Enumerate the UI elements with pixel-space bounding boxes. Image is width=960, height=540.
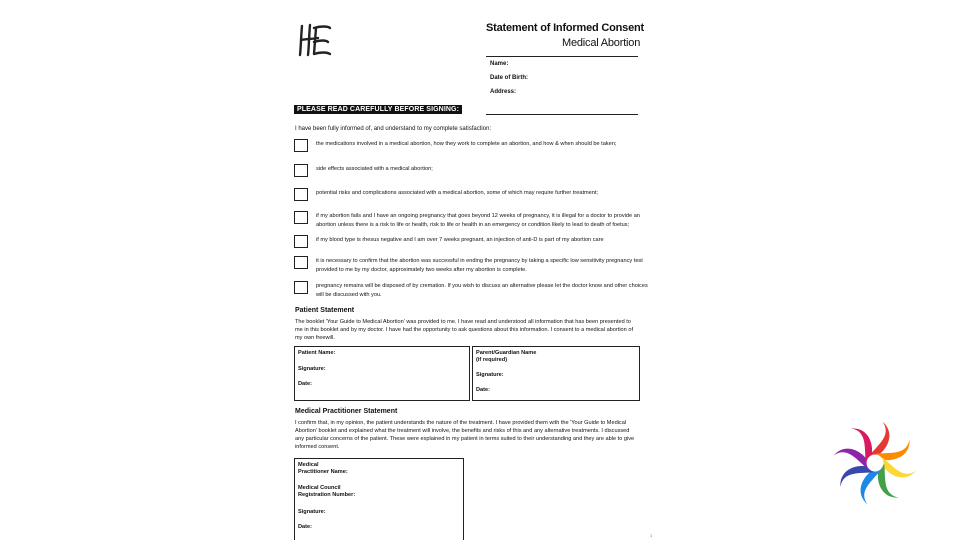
checklist-text: pregnancy remains will be disposed of by cremation. If you wish to discuss an alternative please let the doctor know and other choices will be discussed with you. [316, 283, 648, 298]
checklist-text: it is necessary to confirm that the abortion was successful in ending the pregnancy by taking a specific low sensitivity pregnancy test provided to me by my doctor, approximately two weeks after my abortion is complete. [316, 258, 643, 273]
dob-field-label: Date of Birth: [490, 75, 528, 81]
practitioner-date-label: Date: [298, 524, 312, 530]
patient-signature-label: Signature: [298, 366, 326, 372]
practitioner-statement-heading: Medical Practitioner Statement [295, 408, 398, 415]
form-subtitle: Medical Abortion [562, 37, 641, 49]
practitioner-statement-text: I confirm that, in my opinion, the patient understands the nature of the treatment. I have provided them with the 'Your Guide to Medical Abortion' booklet and explained what the treatment will involve, the benefits and risks of this and any alternative treatments. I discussed any particular concerns of the patient. These were explained in my patient in terms suited to their understanding and they are able to give informed consent. [295, 420, 635, 450]
consent-checkbox[interactable] [294, 256, 308, 269]
practitioner-name-label-2: Practitioner Name: [298, 469, 348, 475]
intro-text: I have been fully informed of, and understand to my complete satisfaction: [295, 126, 492, 132]
address-divider [486, 114, 638, 115]
consent-checkbox[interactable] [294, 164, 308, 177]
registration-label-1: Medical Council [298, 485, 341, 491]
consent-checkbox[interactable] [294, 235, 308, 248]
page-marker: 1 [650, 533, 653, 538]
guardian-signature-label: Signature: [476, 372, 504, 378]
address-field-label: Address: [490, 89, 517, 95]
guardian-name-label: Parent/Guardian Name [476, 350, 537, 356]
flower-petal [861, 469, 881, 505]
consent-checkbox[interactable] [294, 281, 308, 294]
consent-checkbox[interactable] [294, 139, 308, 152]
consent-checkbox[interactable] [294, 188, 308, 201]
checklist-text: if my abortion fails and I have an ongoing pregnancy that goes beyond 12 weeks of pregnancy, it is illegal for a doctor to provide an abortion unless there is a risk to life or health, risk to life or health in an emergency or condition likely to lead to death of foetus; [316, 213, 640, 228]
guardian-signature-box[interactable] [472, 346, 640, 401]
read-carefully-banner: PLEASE READ CAREFULLY BEFORE SIGNING: [294, 105, 462, 114]
flower-petal [834, 449, 870, 469]
patient-date-label: Date: [298, 381, 312, 387]
patient-statement-heading: Patient Statement [295, 307, 355, 314]
flower-centre [867, 455, 884, 472]
patient-statement-text: The booklet 'Your Guide to Medical Abortion' was provided to me. I have read and understood all information that has been presented to me in this booklet and by my doctor. I have had the opportunity to ask questions about this information. I consent to a medical abortion of my own freewill. [295, 319, 633, 341]
patient-signature-box[interactable] [294, 346, 470, 401]
flower-petal [869, 422, 889, 458]
swirl-flower-logo [828, 416, 922, 510]
hse-logo [298, 22, 332, 58]
consent-form-page [286, 8, 658, 538]
checklist-text: the medications involved in a medical abortion, how they work to complete an abortion, and how & when should be taken; [316, 141, 617, 147]
name-field-label: Name: [490, 61, 509, 67]
form-title: Statement of Informed Consent [486, 22, 644, 34]
patient-name-label: Patient Name: [298, 350, 336, 356]
flower-petal [881, 457, 917, 477]
practitioner-signature-box[interactable] [294, 458, 464, 540]
checklist-text: if my blood type is rhesus negative and I am over 7 weeks pregnant, an injection of anti-D is part of my abortion care [316, 237, 604, 243]
guardian-required-note: (if required) [476, 357, 508, 363]
practitioner-signature-label: Signature: [298, 509, 326, 515]
checklist-text: side effects associated with a medical abortion; [316, 166, 433, 172]
checklist-text: potential risks and complications associated with a medical abortion, some of which may require further treatment; [316, 190, 598, 196]
practitioner-name-label-1: Medical [298, 462, 319, 468]
consent-checkbox[interactable] [294, 211, 308, 224]
registration-label-2: Registration Number: [298, 492, 356, 498]
header-divider [486, 56, 638, 57]
guardian-date-label: Date: [476, 387, 490, 393]
